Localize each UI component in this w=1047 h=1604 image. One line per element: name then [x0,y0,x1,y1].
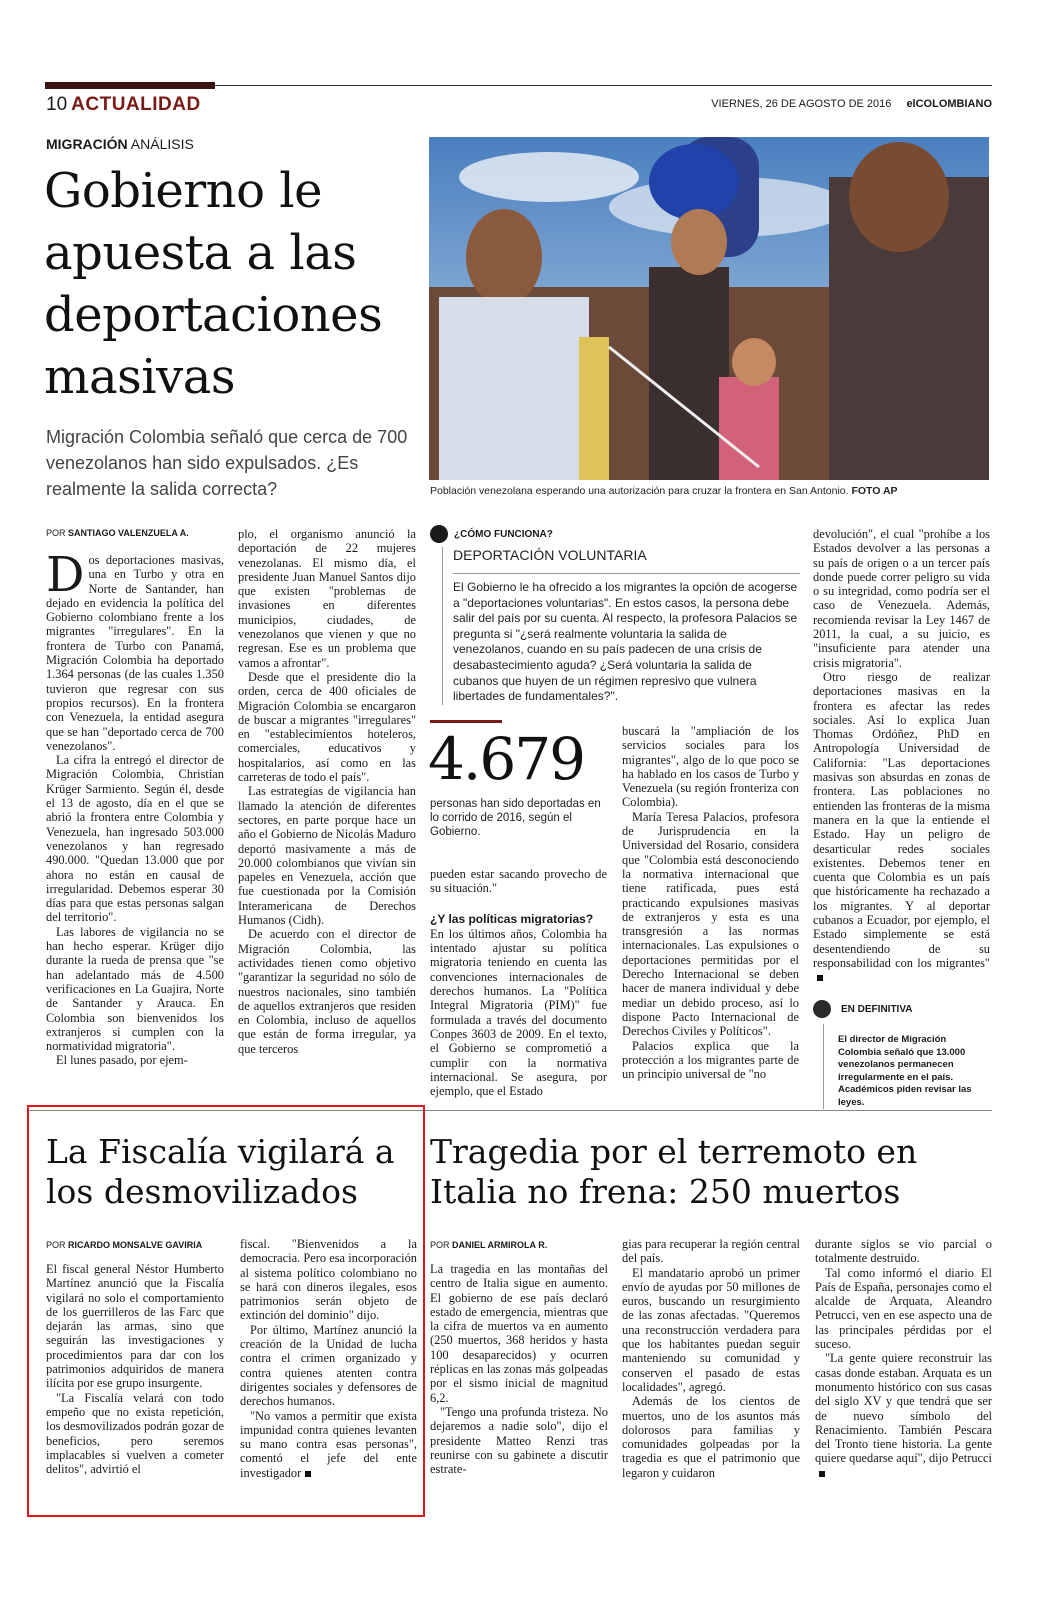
paragraph: "No vamos a permitir que exista impunidad contra quienes levanten su mano contra esas personas", comentó el jefe del ente investigador [240,1408,417,1480]
date: VIERNES, 26 DE AGOSTO DE 2016 [711,98,892,110]
article-column-1 [46,547,224,1068]
summary-box [813,1000,990,1109]
photo-caption [430,485,990,497]
header-rule [215,85,992,86]
box-text: El Gobierno le ha ofrecido a los migrantes la opción de acogerse a "deportaciones voluntarias". En estos casos, la persona debe salir del país por su cuenta. Al respecto, la profesora Palacios se pregunta si "¿será realmente voluntaria la salida de venezolanos, cuando en su país padecen de una crisis de desabastecimiento aguda? ¿Será voluntaria la salida de cubanos que huyen de un régimen represivo que vulnera libertades de fundamentales?". [453,580,798,704]
paragraph: El fiscal general Néstor Humberto Martínez anunció que la Fiscalía vigilará no solo el comportamiento de los guerrilleros de las Farc que dejarán las armas, sino que seguirán las investigaciones y procedimientos para dar con los patrimonios adquiridos de manera ilícita por ese grupo insurgente. [46,1262,224,1391]
gears-icon [430,525,448,543]
dateline [711,98,992,110]
news-photo [429,137,989,480]
byline [46,528,189,538]
end-mark [817,975,823,981]
page-header [46,94,992,118]
paragraph: De acuerdo con el director de Migración Colombia, las actividades tienen como objetivo "garantizar la seguridad no sólo de nuestros nacionales, sino también de aquellos extranjeros que residen en Colombia, incluso de aquellos que están de forma irregular, ya que terceros [238,927,416,1056]
stat-number: 4.679 [428,725,585,793]
header-accent-bar [45,82,215,89]
end-mark [305,1471,311,1477]
photo-illustration [429,137,989,480]
paragraph: Las estrategias de vigilancia han llamado la atención de diferentes sectores, en parte porque hace un año el Gobierno de Nicolás Maduro deportó masivamente a más de 20.000 colombianos que vivían sin papeles en Venezuela, acción que fue cuestionada por la Comisión Interamericana de Derechos Humanos (Cidh). [238,784,416,928]
kicker-topic: MIGRACIÓN [46,136,128,152]
stat-accent-bar [430,720,502,723]
paragraph: Tal como informó el diario El País de España, personajes como el alcalde de Arquata, Aleandro Petrucci, ven en ese aspecto una de las principales pérdidas por el suceso. [815,1265,992,1352]
byline-author: SANTIAGO VALENZUELA A. [68,528,189,538]
summary-title: EN DEFINITIVA [841,1003,913,1015]
paragraph: "La gente quiere reconstruir las casas donde estaban. Arquata es un monumento histórico con sus casas del siglo XV y que tendrá que ser de nuevo símbolo del Renacimiento. También Pescara del Tronto tiene historia. La gente quiere quedarse aquí", dijo Petrucci [815,1351,992,1466]
subheading: ¿Y las políticas migratorias? [430,911,594,926]
article-column-5 [813,527,990,985]
byline-prefix: POR [46,1240,66,1250]
section-name: ACTUALIDAD [71,94,201,115]
paragraph: Por último, Martínez anunció la creación de la Unidad de lucha contra el crimen organizado y contra quienes atenten contra dirigentes sociales y defensores de derechos humanos. [240,1322,417,1409]
paragraph: plo, el organismo anunció la deportación de 22 mujeres venezolanas. El mismo día, el presidente Juan Manuel Santos dijo que existen "problemas de invasiones en diferentes municipios, ciudades, de venezolanos que vienen y que no regresan. Ese es un problema que vamos a afrontar". [238,527,416,670]
article-column-2 [238,527,416,1056]
paragraph: En los últimos años, Colombia ha intentado ajustar su política migratoria teniendo en cuenta las convenciones internacionales de derechos humanos. La "Política Integral Migratoria (PIM)" fue formulada a través del documento Conpes 3603 de 2009. En el texto, el Gobierno se comprometió a cumplir con la normativa internacional. Se asegura, por ejemplo, que el Estado [430,926,607,1099]
article2-column-2 [240,1237,417,1480]
paragraph: buscará la "ampliación de los servicios sociales para los migrantes", algo de lo que poco se ha hablado en los casos de Turbo y Venezuela (su región fronteriza con Colombia). [622,724,799,810]
paragraph: Además de los cientos de muertos, uno de los asuntos más dolorosos para familias y comunidades golpeadas por la tragedia es que el patrimonio que legaron y cuidaron [622,1394,800,1480]
summary-text: El director de Migración Colombia señaló que 13.000 venezolanos permanecen irregularmente en el país. Académicos piden revisar las leyes. [838,1034,972,1108]
box-kicker: ¿CÓMO FUNCIONA? [454,528,553,540]
article-deck: Migración Colombia señaló que cerca de 700 venezolanos han sido expulsados. ¿Es realmente la salida correcta? [46,427,408,499]
stat-text: personas han sido deportadas en lo corrido de 2016, según el Gobierno. [430,798,601,838]
article3-column-1 [430,1262,608,1476]
paragraph: María Teresa Palacios, profesora de Jurisprudencia en la Universidad del Rosario, considera que "Colombia está desconociendo la normativa internacional que tiene ratificada, pues está practicando expulsiones masivas de extranjeros y esta es una transgresión a las normas internacionales. Las expulsiones o deportaciones permitidas por el Derecho Internacional se deben hacer de manera individual y debe mediar un debido proceso, así lo dispone Pacto Internacional de Derechos Civiles y Políticos". [622,809,799,1039]
page-number: 10 [46,94,68,115]
article-column-4 [622,724,799,1081]
paragraph: Desde que el presidente dio la orden, cerca de 400 oficiales de Migración Colombia se encargaron de buscar a migrantes "irregulares" en "establecimientos hoteleros, comerciales, educativos y hospitalarios, así como en las carreteras de todo el país". [238,669,416,785]
paragraph: Las labores de vigilancia no se han hecho esperar. Krüger dijo durante la rueda de prensa que "se han adelantado más de 4.500 verificaciones en La Guajira, Norte de Santander y Arauca. En Colombia son bienvenidos los extranjeros si cumplen con la normatividad migratoria". [46,924,224,1054]
article2-column-1 [46,1262,224,1476]
article3-headline: Tragedia por el terremoto en Italia no frena: 250 muertos [430,1132,918,1211]
caption-text: Población venezolana esperando una autorización para cruzar la frontera en San Antonio. [430,485,849,497]
paragraph: La tragedia en las montañas del centro de Italia sigue en aumento. El gobierno de ese país declaró estado de emergencia, mientras que la cifra de muertos va en aumento (250 muertos, 368 heridos y hasta 100 desaparecidos) y ocurren réplicas en las zonas más golpeadas por el sismo inicial de magnitud 6,2. [430,1262,608,1405]
paragraph: "La Fiscalía velará con todo empeño que no exista repetición, los desmovilizados podrán gozar de beneficios, pero seremos implacables si vuelven a cometer delitos", advirtió el [46,1390,224,1477]
paragraph: La cifra la entregó el director de Migración Colombia, Christian Krüger Sarmiento. Según él, desde el 13 de agosto, día en el que se abrió la frontera entre Colombia y Venezuela, han ingresado 503.000 venezolanos y han regresado 490.000. "Quedan 13.000 que por ahora no están en causal de irregularidad. Debemos esperar 30 días para que estas personas salgan del territorio". [46,753,224,925]
how-it-works-box [430,525,800,705]
byline-author: DANIEL ARMIROLA R. [452,1240,548,1250]
drop-cap: D [46,547,85,603]
paragraph: os deportaciones masivas, una en Turbo y otra en Norte de Santander, han dejado en evidencia la política del Gobierno colombiano frente a los migrantes "irregulares". En la frontera de Turbo con Panamá, Migración Colombia ha deportado 1.364 personas (de las cuales 1.350 tuvieron que regresar con sus propios recursos). En la frontera con Venezuela, la entidad asegura que se han "deportado cerca de 700 venezolanos". [46,553,224,753]
paragraph: gias para recuperar la región central del país. [622,1237,800,1266]
paragraph: Palacios explica que la protección a los migrantes parte de un principio universal de "no [622,1038,799,1082]
byline-author: RICARDO MONSALVE GAVIRIA [68,1240,203,1250]
article2-byline [46,1240,202,1250]
article3-column-2 [622,1237,800,1480]
article3-column-3 [815,1237,992,1480]
paragraph: Otro riesgo de realizar deportaciones masivas en la frontera es afectar las redes sociales. Así lo explica Juan Thomas Ordóñez, PhD en Antropología Universidad de California: "Las deportaciones masivas son absurdas en zonas de frontera. Las poblaciones no entienden las fronteras de la misma manera en la que la entiende el Estado. Hay un peligro de desarticular redes sociales existentes. Debemos tener en cuenta que Colombia es un país que históricamente ha rechazado a los migrantes. Y al deportar cubanos a Ecuador, por ejemplo, el Estado simplemente se está desentendiendo de su responsabilidad con los migrantes" [813,669,990,970]
paragraph: fiscal. "Bienvenidos a la democracia. Pero esa incorporación al sistema político colombiano no se hará con dineros ilegales, esos patrimonios serán objeto de extinción del dominio" dijo. [240,1237,417,1323]
main-headline: Gobierno le apuesta a las deportaciones masivas [44,163,383,405]
kicker-genre: ANÁLISIS [130,136,194,152]
end-mark [819,1471,825,1477]
paragraph: durante siglos se vio parcial o totalmente destruido. [815,1237,992,1266]
byline-prefix: POR [430,1240,450,1250]
byline-prefix: POR [46,528,66,538]
paragraph: El lunes pasado, por ejem- [56,1053,188,1068]
paragraph: devolución", el cual "prohíbe a los Estados devolver a las personas a su país de origen o a un tercer país donde puede correr peligro su vida o su integridad, como podría ser el caso de Venezuela. Además, recomienda revisar la Ley 1467 de 2011, la cual, a su juicio, es "insuficiente para atender una crisis migratoria". [813,527,990,670]
photo-credit: FOTO AP [851,485,898,497]
article3-byline [430,1240,547,1250]
summary-icon [813,1000,831,1018]
paragraph: "Tengo una profunda tristeza. No dejaremos a nadie solo", dijo el presidente Matteo Renzi tras reunirse con su gabinete a discutir estrate- [430,1404,608,1477]
article2-headline: La Fiscalía vigilará a los desmovilizados [46,1132,395,1211]
article-kicker [46,136,194,152]
brand-name: elCOLOMBIANO [906,98,992,110]
box-title: DEPORTACIÓN VOLUNTARIA [453,547,647,563]
paragraph: pueden estar sacando provecho de su situación." [430,867,607,896]
article-column-3 [430,867,607,1098]
paragraph: El mandatario aprobó un primer envío de ayudas por 50 millones de euros, buscando un resurgimiento de las zonas afectadas. "Queremos una reconstrucción verdadera para que los habitantes puedan seguir manteniendo su comunidad y conserven el pasado de estas localidades", agregó. [622,1265,800,1394]
